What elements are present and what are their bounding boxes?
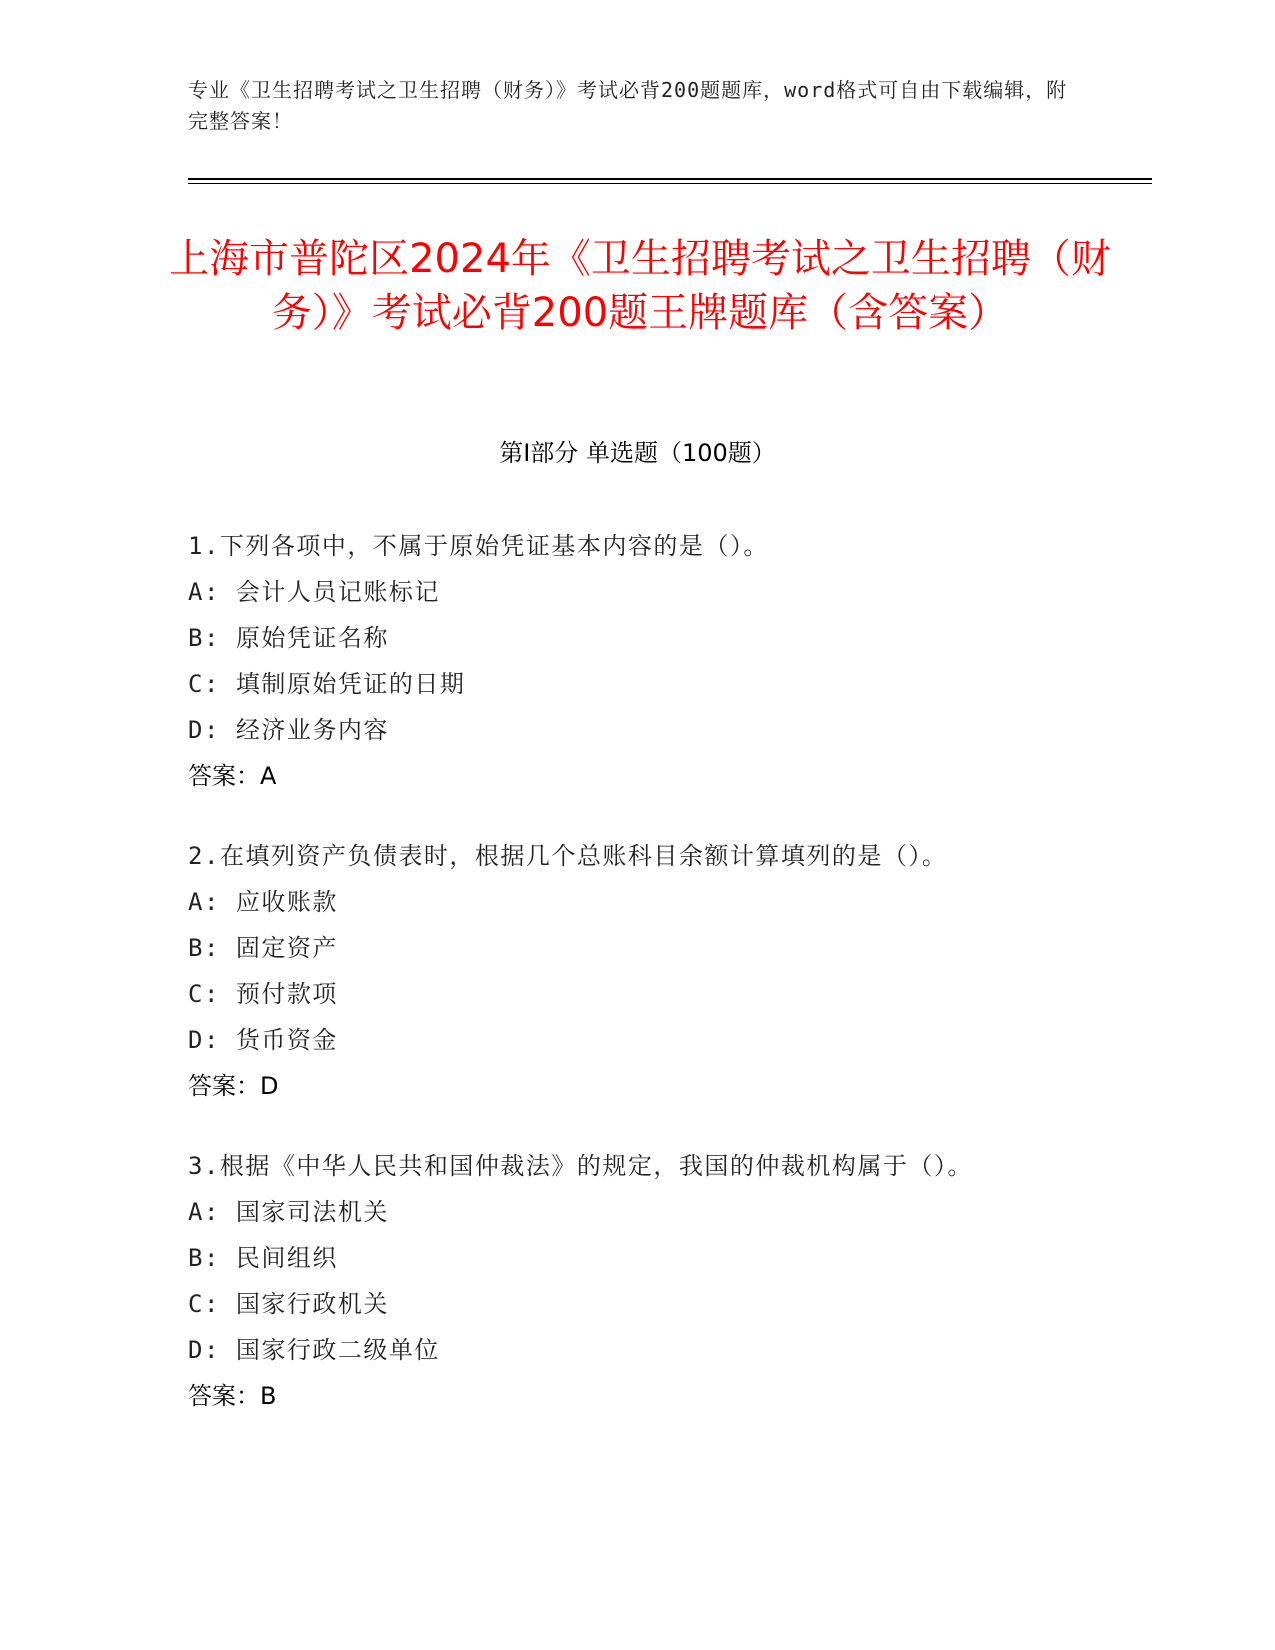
document-title: 上海市普陀区2024年《卫生招聘考试之卫生招聘（财务）》考试必背200题王牌题库（含答案） [169,236,1111,336]
question-option-d: D: 国家行政二级单位 [188,1336,440,1364]
question-answer: 答案：B [188,1382,277,1410]
question-item [188,530,1068,792]
question-option-d: D: 经济业务内容 [188,716,389,744]
question-option-c: C: 国家行政机关 [188,1290,389,1318]
question-stem: 3.根据《中华人民共和国仲裁法》的规定，我国的仲裁机构属于（）。 [188,1152,973,1180]
question-list [188,530,1068,1460]
question-option-d: D: 货币资金 [188,1026,338,1054]
question-item [188,1150,1068,1412]
question-stem: 1.下列各项中，不属于原始凭证基本内容的是（）。 [188,532,769,560]
header-rule-thick [188,178,1152,180]
header-rule-thin [188,183,1152,184]
question-option-b: B: 固定资产 [188,934,338,962]
question-stem: 2.在填列资产负债表时，根据几个总账科目余额计算填列的是（）。 [188,842,948,870]
header-note: 专业《卫生招聘考试之卫生招聘（财务）》考试必背200题题库，word格式可自由下载编辑，附完整答案！ [188,78,1068,133]
question-option-c: C: 预付款项 [188,980,338,1008]
question-option-a: A: 国家司法机关 [188,1198,389,1226]
question-option-a: A: 会计人员记账标记 [188,578,440,606]
question-item [188,840,1068,1102]
question-option-b: B: 原始凭证名称 [188,624,389,652]
question-answer: 答案：A [188,762,277,790]
question-option-b: B: 民间组织 [188,1244,338,1272]
question-option-c: C: 填制原始凭证的日期 [188,670,466,698]
question-option-a: A: 应收账款 [188,888,338,916]
question-answer: 答案：D [188,1072,279,1100]
section-title: 第I部分 单选题（100题） [499,439,776,467]
